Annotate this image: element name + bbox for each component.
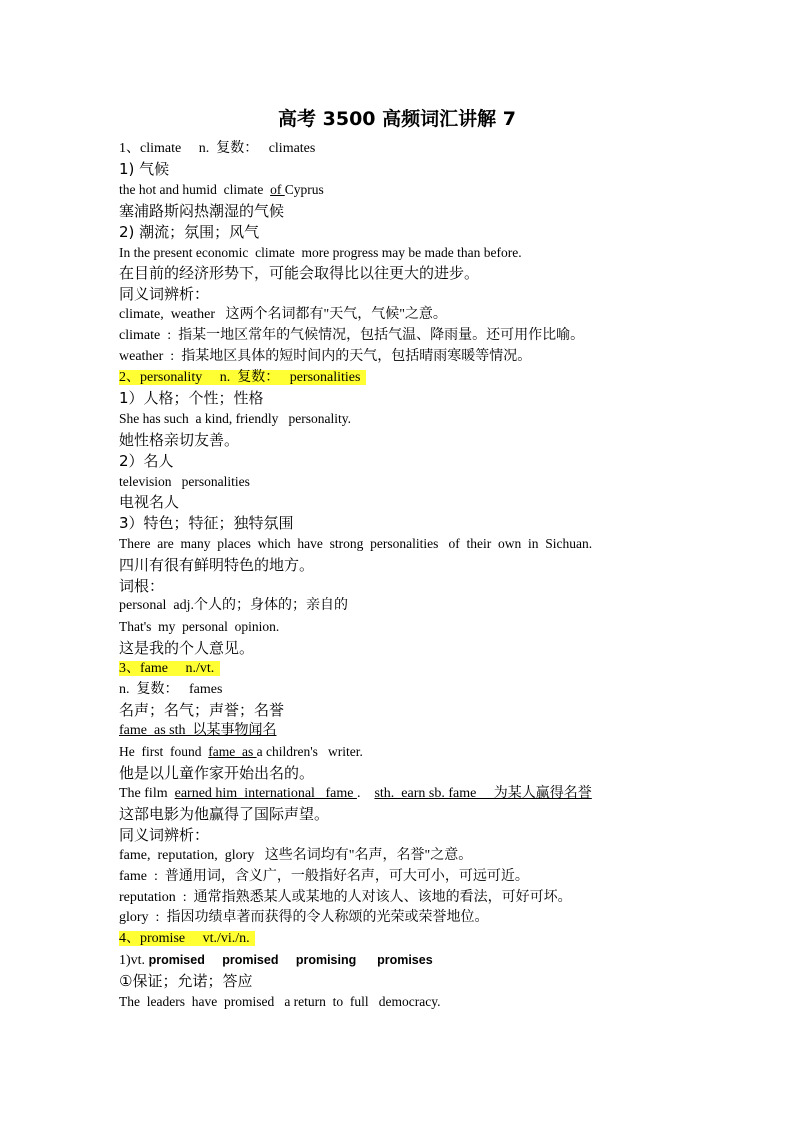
entry-heading-climate: 1、climate n. 复数： climates	[119, 141, 316, 156]
highlighted-heading: 2、personality n. 复数： personalities	[119, 370, 364, 385]
example-text: .	[356, 786, 375, 801]
plural-line: n. 复数： fames	[119, 682, 223, 697]
underlined-text: sth. earn sb. fame 为某人赢得名誉	[374, 786, 592, 801]
translation-line: 四川有很有鲜明特色的地方。	[119, 556, 315, 574]
example-line: That's my personal opinion.	[119, 619, 280, 634]
verb-forms: promised promised promising promises	[148, 953, 433, 967]
root-heading: 词根：	[119, 577, 165, 595]
example-line	[119, 180, 324, 200]
example-text: a children's writer.	[256, 744, 363, 759]
synonym-line: weather : 指某地区具体的短时间内的天气，包括晴雨寒暖等情况。	[119, 349, 532, 364]
translation-line: 她性格亲切友善。	[119, 431, 240, 449]
highlighted-heading: 4、promise vt./vi./n.	[119, 931, 254, 946]
meaning-line: 2）名人	[119, 452, 174, 470]
verb-forms-line	[119, 950, 433, 971]
synonym-heading: 同义词辨析：	[119, 285, 210, 303]
meaning-line: 1）人格；个性；性格	[119, 389, 264, 407]
meaning-line: 名声；名气；声誉；名誉	[119, 701, 285, 719]
underlined-text: fame as	[208, 744, 257, 759]
entry-heading-fame	[119, 659, 220, 679]
example-line: In the present economic climate more progress may be made than before.	[119, 245, 522, 260]
example-line: The leaders have promised a return to full democracy.	[119, 994, 441, 1009]
root-line: personal adj.个人的；身体的；亲自的	[119, 598, 349, 613]
translation-line: 电视名人	[119, 493, 180, 511]
example-line	[119, 784, 592, 804]
translation-line: 这部电影为他赢得了国际声望。	[119, 805, 330, 823]
entry-heading-promise	[119, 929, 255, 949]
example-text: Cyprus	[284, 182, 324, 197]
synonym-line: fame, reputation, glory 这些名词均有"名声，名誉"之意。	[119, 848, 473, 863]
highlighted-heading: 3、fame n./vt.	[119, 661, 218, 676]
underlined-text: of	[270, 182, 285, 197]
example-text: The film	[119, 786, 175, 801]
synonym-line: glory : 指因功绩卓著而获得的令人称颂的光荣或荣誉地位。	[119, 910, 489, 925]
translation-line: 在目前的经济形势下，可能会取得比以往更大的进步。	[119, 264, 480, 282]
phrase-line	[119, 721, 276, 741]
meaning-line: 2) 潮流；氛围；风气	[119, 223, 260, 241]
example-line	[119, 742, 363, 762]
entry-heading-personality	[119, 368, 366, 388]
synonym-line: climate : 指某一地区常年的气候情况，包括气温、降雨量。还可用作比喻。	[119, 328, 585, 343]
example-line: television personalities	[119, 474, 250, 489]
underlined-text: fame as sth 以某事物闻名	[119, 723, 277, 738]
example-text: He first found	[119, 744, 209, 759]
example-text: the hot and humid climate	[119, 182, 271, 197]
meaning-line: 1) 气候	[119, 160, 170, 178]
translation-line: 这是我的个人意见。	[119, 639, 255, 657]
meaning-line: 3）特色；特征；独特氛围	[119, 514, 294, 532]
synonym-line: fame : 普通用词，含义广，一般指好名声，可大可小，可远可近。	[119, 869, 529, 884]
example-line: There are many places which have strong personalities of their own in Sichuan.	[119, 536, 593, 551]
page-title: 高考 3500 高频词汇讲解 7	[278, 108, 516, 130]
translation-line: 塞浦路斯闷热潮湿的气候	[119, 202, 285, 220]
translation-line: 他是以儿童作家开始出名的。	[119, 764, 315, 782]
meaning-line: ①保证；允诺；答应	[119, 972, 253, 990]
underlined-text: earned him international fame	[174, 786, 357, 801]
example-line: She has such a kind, friendly personality.	[119, 411, 351, 426]
synonym-line: reputation : 通常指熟悉某人或某地的人对该人、该地的看法，可好可坏。	[119, 890, 572, 905]
forms-label: 1)vt.	[119, 953, 149, 968]
synonym-line: climate, weather 这两个名词都有"天气，气候"之意。	[119, 307, 447, 322]
synonym-heading: 同义词辨析：	[119, 826, 210, 844]
